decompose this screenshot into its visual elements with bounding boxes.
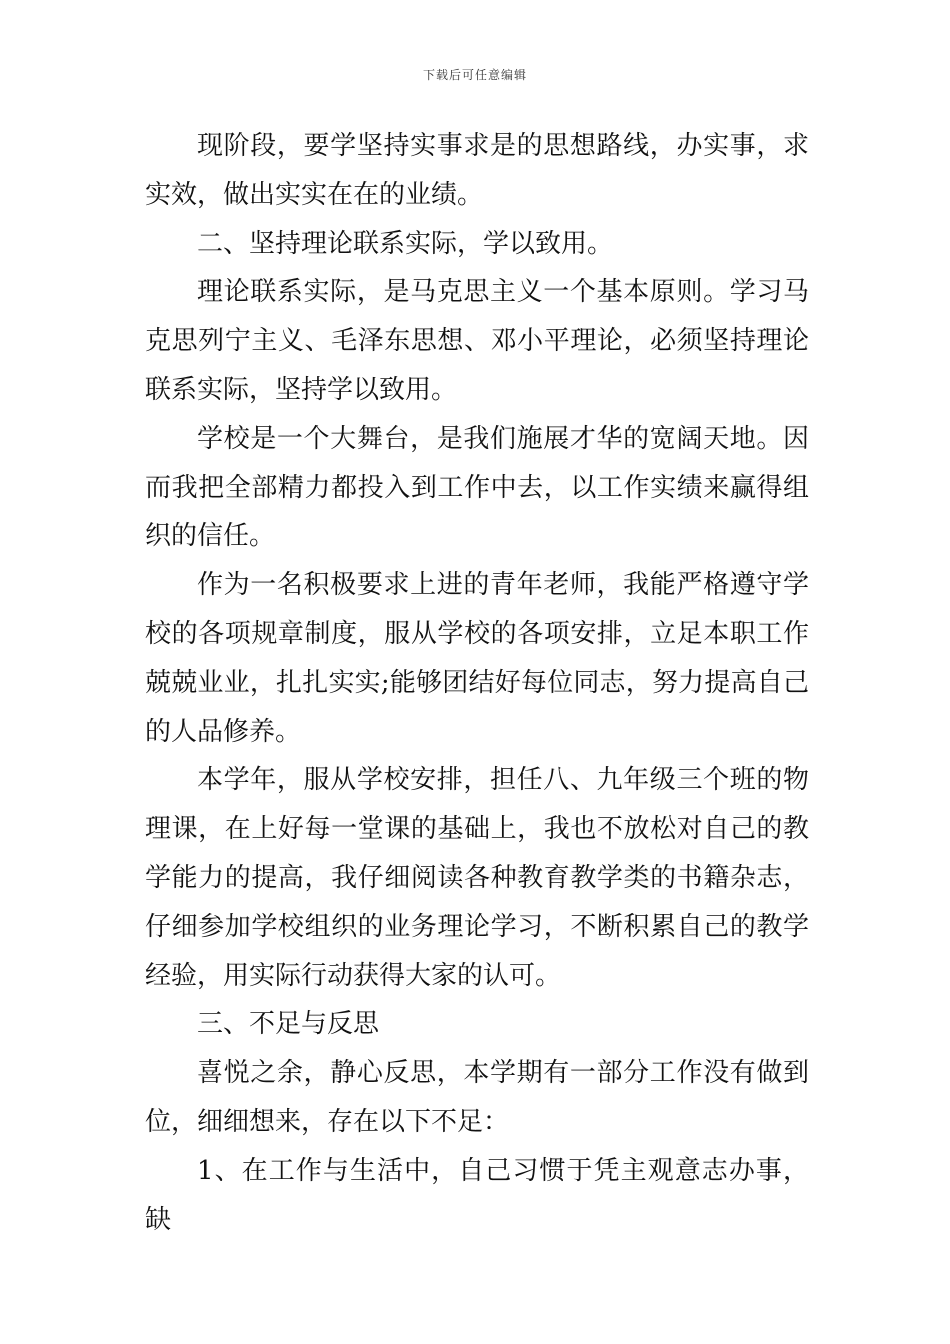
section-heading: 二、坚持理论联系实际，学以致用。 <box>197 228 614 259</box>
paragraph: 现阶段，要学坚持实事求是的思想路线，办实事，求实效，做出实实在在的业绩。 <box>145 131 809 210</box>
section-heading: 三、不足与反思 <box>197 1009 380 1040</box>
paragraph: 本学年，服从学校安排，担任八、九年级三个班的物理课，在上好每一堂课的基础上，我也不放松对自己的教学能力的提高，我仔细阅读各种教育教学类的书籍杂志，仔细参加学校组织的业务理论学习，不断积累自己的教学经验，用实际行动获得大家的认可。 <box>145 765 809 991</box>
paragraph: 理论联系实际，是马克思主义一个基本原则。学习马克思列宁主义、毛泽东思想、邓小平理论，必须坚持理论联系实际，坚持学以致用。 <box>145 277 809 405</box>
paragraph: 作为一名积极要求上进的青年老师，我能严格遵守学校的各项规章制度，服从学校的各项安排，立足本职工作兢兢业业，扎扎实实;能够团结好每位同志，努力提高自己的人品修养。 <box>145 570 809 747</box>
document-body <box>145 122 809 1244</box>
paragraph: 喜悦之余，静心反思，本学期有一部分工作没有做到位，细细想来，存在以下不足： <box>145 1058 809 1137</box>
header-note: 下载后可任意编辑 <box>422 68 527 82</box>
paragraph: 学校是一个大舞台，是我们施展才华的宽阔天地。因而我把全部精力都投入到工作中去，以工作实绩来赢得组织的信任。 <box>145 423 809 552</box>
paragraph: 1、在工作与生活中，自己习惯于凭主观意志办事，缺 <box>145 1155 809 1235</box>
